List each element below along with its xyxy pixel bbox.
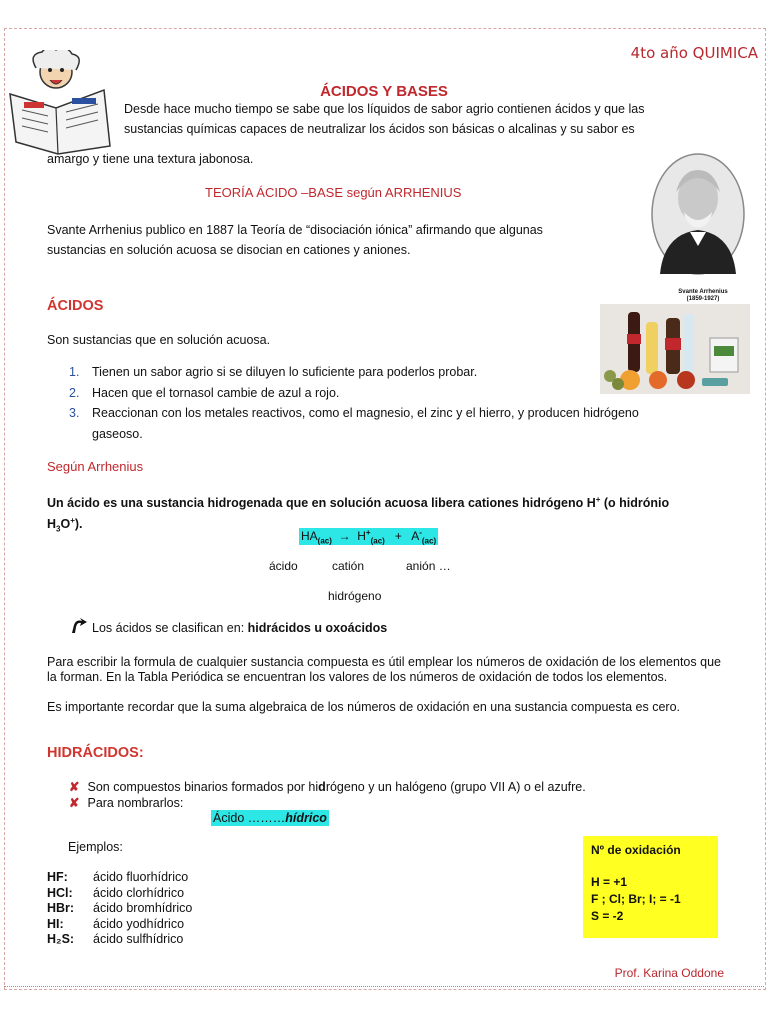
list-item: 2. Hacen que el tornasol cambie de azul a rojo.	[69, 385, 340, 400]
naming-rule: Ácido ………hídrico	[213, 811, 327, 825]
acids-heading: ÁCIDOS	[47, 298, 104, 314]
x-bullet-icon: ✘	[69, 780, 80, 794]
oxidation-paragraph-1: Para escribir la formula de cualquier sustancia compuesta es útil emplear los números de oxidación de los elementos que la forman. En la Tabla Periódica se encuentran los valores de los números de oxidación de todos los elementos.	[47, 655, 721, 684]
list-item: 1. Tienen un sabor agrio si se diluyen lo suficiente para poderlos probar.	[69, 365, 478, 379]
theory-heading: TEORÍA ÁCIDO –BASE según ARRHENIUS	[205, 185, 462, 200]
portrait-caption-name: Svante Arrhenius	[678, 289, 728, 295]
acids-intro: Son sustancias que en solución acuosa.	[47, 333, 271, 347]
label-anion: anión …	[406, 559, 451, 573]
intro-line-1: Desde hace mucho tiempo se sabe que los líquidos de sabor agrio contienen ácidos y que las	[124, 102, 645, 116]
label-hydrogen: hidrógeno	[328, 589, 382, 603]
examples-list	[47, 870, 192, 948]
oxidation-numbers-box	[583, 836, 718, 938]
curved-arrow-icon	[70, 617, 88, 635]
examples-label: Ejemplos:	[68, 840, 123, 854]
theory-line-1: Svante Arrhenius publico en 1887 la Teoría de “disociación iónica” afirmando que algunas	[47, 223, 543, 237]
portrait-caption-years: (1859-1927)	[686, 296, 720, 302]
hydracids-heading: HIDRÁCIDOS:	[47, 745, 144, 761]
author-footer: Prof. Karina Oddone	[614, 966, 724, 980]
course-label: 4to año QUIMICA	[630, 44, 758, 62]
classification-line: Los ácidos se clasifican en: hidrácidos u oxoácidos	[92, 621, 388, 635]
example-row: HCl: ácido clorhídrico	[47, 885, 185, 900]
theory-line-2: sustancias en solución acuosa se disocian en cationes y aniones.	[47, 243, 411, 257]
intro-line-2: sustancias químicas capaces de neutralizar los ácidos son básicas o alcalinas y su sabor es	[124, 122, 635, 136]
oxidation-box-title: Nº de oxidación	[591, 843, 681, 857]
oxidation-halogens: F ; Cl; Br; I; = -1	[591, 892, 681, 906]
arrhenius-portrait	[648, 152, 748, 302]
arrhenius-heading: Según Arrhenius	[47, 459, 144, 474]
portrait-image	[648, 152, 748, 282]
newspaper-reader-illustration	[6, 50, 118, 158]
example-row: HF: ácido fluorhídrico	[47, 870, 189, 884]
dissociation-equation: $HA_{(ac)} \to H^+_{(ac)}$ + $A^-_{(ac)}$	[301, 528, 437, 546]
hydracids-bullet-2: ✘ Para nombrarlos:	[69, 796, 184, 810]
label-cation: catión	[332, 559, 365, 573]
intro-line-3: amargo y tiene una textura jabonosa.	[47, 152, 254, 166]
example-row: HBr: ácido bromhídrico	[47, 901, 193, 915]
acids-properties-list	[47, 362, 737, 444]
list-item: 3. Reaccionan con los metales reactivos, como el magnesio, el zinc y el hierro, y producen hidrógeno	[69, 406, 639, 420]
oxidation-h: H = +1	[591, 875, 628, 889]
page-title: ÁCIDOS Y BASES	[320, 83, 448, 100]
oxidation-paragraph-2: Es importante recordar que la suma algebraica de los números de oxidación en una sustancia compuesta es cero.	[47, 700, 680, 714]
acid-definition: Un ácido es una sustancia hidrogenada que en solución acuosa libera cationes hidrógeno H+ (o hidrónio $H_3O^+$).	[47, 495, 670, 534]
example-row: H₂S: ácido sulfhídrico	[47, 932, 184, 946]
hydracids-bullet-1: ✘ Son compuestos binarios formados por hidrógeno y un halógeno (grupo VII A) o el azufre.	[69, 780, 586, 794]
footer-divider	[4, 986, 764, 990]
example-row: HI: ácido yodhídrico	[47, 916, 185, 931]
oxidation-s: S = -2	[591, 909, 624, 923]
label-acid: ácido	[269, 559, 298, 573]
list-item-continuation: gaseoso.	[92, 426, 143, 441]
x-bullet-icon: ✘	[69, 796, 80, 810]
